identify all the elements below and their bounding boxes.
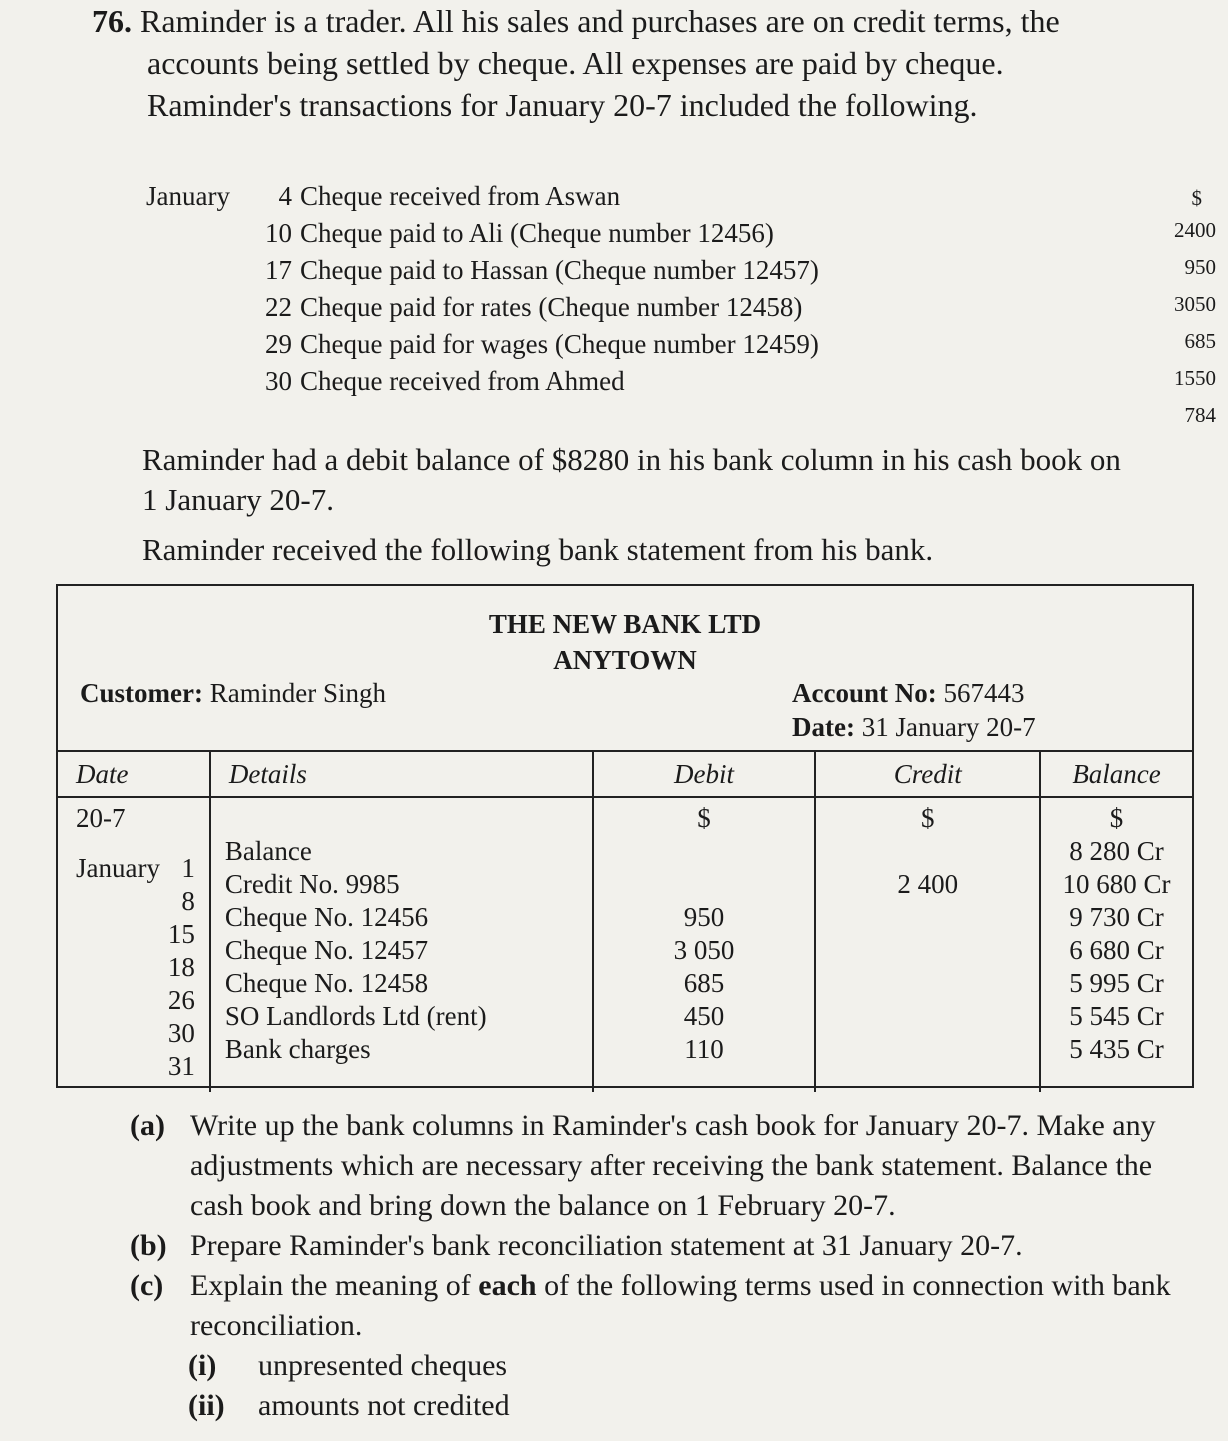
part-c-ii-text: amounts not credited [258,1389,510,1422]
intro-line-3: Raminder's transactions for January 20-7 included the following. [147,87,978,123]
bank-name: THE NEW BANK LTD [488,609,762,639]
question-part-c-ii [130,1386,1210,1426]
debit-currency: $ [593,797,816,835]
customer-label: Customer: [80,678,203,708]
header-date: Date [58,751,210,797]
part-c-text: Explain the meaning of each of the following terms used in connection with bank reconciliation. [190,1269,1171,1342]
transaction-row: January 4 Cheque received from Aswan 2400 [146,178,1216,215]
intro-line-2: accounts being settled by cheque. All expenses are paid by cheque. [147,45,1004,81]
question-number: 76. [92,3,132,39]
statement-month: January [76,852,160,883]
question-parts [130,1106,1210,1426]
credit-currency: $ [815,797,1040,835]
transactions-month: January [146,181,230,211]
part-a-label: (a) [130,1109,165,1142]
question-intro [92,0,1212,126]
question-part-c-i [130,1346,1210,1386]
statement-table [58,750,1192,1092]
part-a-text: Write up the bank columns in Raminder's cash book for January 20-7. Make any adjustments which are necessary after receiving the bank statement. Balance the cash book and bring down the balance on 1 February 20-7. [190,1109,1156,1222]
part-b-text: Prepare Raminder's bank reconciliation statement at 31 January 20-7. [190,1229,1023,1262]
statement-header-row [58,751,1192,797]
customer-line [80,678,386,709]
balance-note [142,440,1121,520]
transactions-currency: $ [1191,186,1202,210]
table-row: 31 Bank charges 110 5 435 Cr [58,1033,1192,1066]
statement-year: 20-7 [76,803,126,833]
table-row: 18 Cheque No. 12457 3 050 6 680 Cr [58,934,1192,967]
statement-date-line [792,712,1036,743]
balance-currency: $ [1040,797,1192,835]
question-part-a [130,1106,1210,1226]
bank-town: ANYTOWN [553,645,697,675]
question-part-b [130,1226,1210,1266]
transaction-row: 22 Cheque paid for rates (Cheque number 12458) 685 [265,292,1216,353]
bank-header [58,606,1192,678]
transaction-row: 17 Cheque paid to Hassan (Cheque number 12457) 3050 [265,255,1216,316]
part-c-i-label: (i) [188,1349,217,1382]
statement-date-label: Date: [792,712,855,742]
table-row: 30 SO Landlords Ltd (rent) 450 5 545 Cr [58,1000,1192,1033]
table-row: 26 Cheque No. 12458 685 5 995 Cr [58,967,1192,1000]
header-details: Details [210,751,593,797]
table-row: January 1 Balance 8 280 Cr [58,835,1192,868]
transaction-row: 29 Cheque paid for wages (Cheque number 12459) 1550 [265,329,1216,390]
account-number: 567443 [943,678,1025,708]
statement-date: 31 January 20-7 [861,712,1036,742]
statement-year-row [58,797,1192,835]
header-debit: Debit [593,751,816,797]
transaction-row: 10 Cheque paid to Ali (Cheque number 12456) 950 [265,218,1216,279]
statement-intro: Raminder received the following bank statement from his bank. [142,532,934,567]
balance-note-line-1: Raminder had a debit balance of $8280 in his bank column in his cash book on [142,442,1121,477]
table-row: 15 Cheque No. 12456 950 9 730 Cr [58,901,1192,934]
header-balance: Balance [1040,751,1192,797]
question-part-c [130,1266,1210,1346]
transactions-list [146,178,1216,427]
bank-statement [56,584,1194,1088]
part-c-ii-label: (ii) [188,1389,225,1422]
table-row: 8 Credit No. 9985 2 400 10 680 Cr [58,868,1192,901]
account-line [792,678,1024,709]
intro-line-1: 76. Raminder is a trader. All his sales and purchases are on credit terms, the [92,3,1060,39]
part-b-label: (b) [130,1229,167,1262]
account-label: Account No: [792,678,937,708]
customer-name: Raminder Singh [209,678,386,708]
part-c-label: (c) [130,1269,164,1302]
header-credit: Credit [815,751,1040,797]
balance-note-line-2: 1 January 20-7. [142,482,334,517]
transaction-row: 30 Cheque received from Ahmed 784 [265,366,1216,427]
part-c-i-text: unpresented cheques [258,1349,508,1382]
